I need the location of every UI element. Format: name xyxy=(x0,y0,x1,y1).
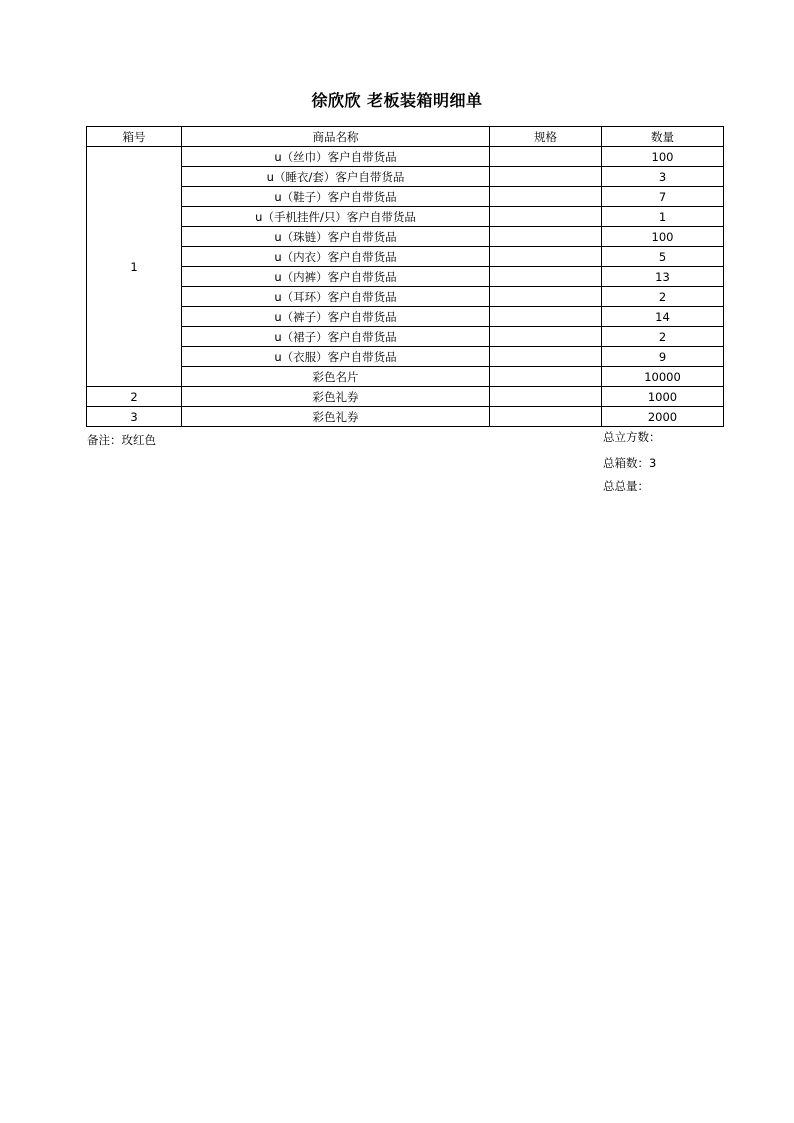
spec-cell xyxy=(490,227,602,247)
quantity-cell: 10000 xyxy=(602,367,724,387)
box-number-cell: 1 xyxy=(87,147,182,387)
header-row xyxy=(87,127,724,147)
table-row xyxy=(87,287,724,307)
product-name-cell: 彩色礼券 xyxy=(182,407,490,427)
table-row xyxy=(87,187,724,207)
product-name-cell: u（内裤）客户自带货品 xyxy=(182,267,490,287)
header-spec: 规格 xyxy=(490,127,602,147)
table-row xyxy=(87,267,724,287)
table-row xyxy=(87,307,724,327)
header-box-no: 箱号 xyxy=(87,127,182,147)
product-name-cell: u（耳环）客户自带货品 xyxy=(182,287,490,307)
spec-cell xyxy=(490,347,602,367)
spec-cell xyxy=(490,327,602,347)
box-number-cell: 2 xyxy=(87,387,182,407)
box-number-cell: 3 xyxy=(87,407,182,427)
quantity-cell: 1000 xyxy=(602,387,724,407)
product-name-cell: u（丝巾）客户自带货品 xyxy=(182,147,490,167)
table-row xyxy=(87,207,724,227)
quantity-cell: 1 xyxy=(602,207,724,227)
quantity-cell: 14 xyxy=(602,307,724,327)
quantity-cell: 100 xyxy=(602,227,724,247)
spec-cell xyxy=(490,187,602,207)
total-boxes-label: 总箱数：3 xyxy=(603,456,657,470)
spec-cell xyxy=(490,367,602,387)
quantity-cell: 2000 xyxy=(602,407,724,427)
spec-cell xyxy=(490,207,602,227)
header-product-name: 商品名称 xyxy=(182,127,490,147)
product-name-cell: u（珠链）客户自带货品 xyxy=(182,227,490,247)
quantity-cell: 3 xyxy=(602,167,724,187)
total-volume-label: 总立方数： xyxy=(603,430,661,444)
product-name-cell: u（手机挂件/只）客户自带货品 xyxy=(182,207,490,227)
document-title: 徐欣欣 老板装箱明细单 xyxy=(311,91,483,110)
spec-cell xyxy=(490,387,602,407)
product-name-cell: 彩色礼券 xyxy=(182,387,490,407)
spec-cell xyxy=(490,147,602,167)
table-row xyxy=(87,347,724,367)
table-row xyxy=(87,327,724,347)
spec-cell xyxy=(490,407,602,427)
spec-cell xyxy=(490,267,602,287)
spec-cell xyxy=(490,247,602,267)
table-row xyxy=(87,367,724,387)
spec-cell xyxy=(490,307,602,327)
table-row xyxy=(87,167,724,187)
spec-cell xyxy=(490,167,602,187)
product-name-cell: u（裙子）客户自带货品 xyxy=(182,327,490,347)
product-name-cell: 彩色名片 xyxy=(182,367,490,387)
quantity-cell: 13 xyxy=(602,267,724,287)
product-name-cell: u（睡衣/套）客户自带货品 xyxy=(182,167,490,187)
spec-cell xyxy=(490,287,602,307)
table-row xyxy=(87,407,724,427)
product-name-cell: u（裤子）客户自带货品 xyxy=(182,307,490,327)
quantity-cell: 5 xyxy=(602,247,724,267)
remark-note: 备注：玫红色 xyxy=(87,433,156,447)
header-quantity: 数量 xyxy=(602,127,724,147)
quantity-cell: 2 xyxy=(602,327,724,347)
packing-list-table xyxy=(86,126,724,427)
quantity-cell: 9 xyxy=(602,347,724,367)
table-row xyxy=(87,147,724,167)
product-name-cell: u（鞋子）客户自带货品 xyxy=(182,187,490,207)
table-row xyxy=(87,227,724,247)
total-weight-label: 总总量： xyxy=(603,479,649,493)
product-name-cell: u（内衣）客户自带货品 xyxy=(182,247,490,267)
quantity-cell: 100 xyxy=(602,147,724,167)
table-row xyxy=(87,247,724,267)
table-row xyxy=(87,387,724,407)
quantity-cell: 2 xyxy=(602,287,724,307)
product-name-cell: u（衣服）客户自带货品 xyxy=(182,347,490,367)
quantity-cell: 7 xyxy=(602,187,724,207)
